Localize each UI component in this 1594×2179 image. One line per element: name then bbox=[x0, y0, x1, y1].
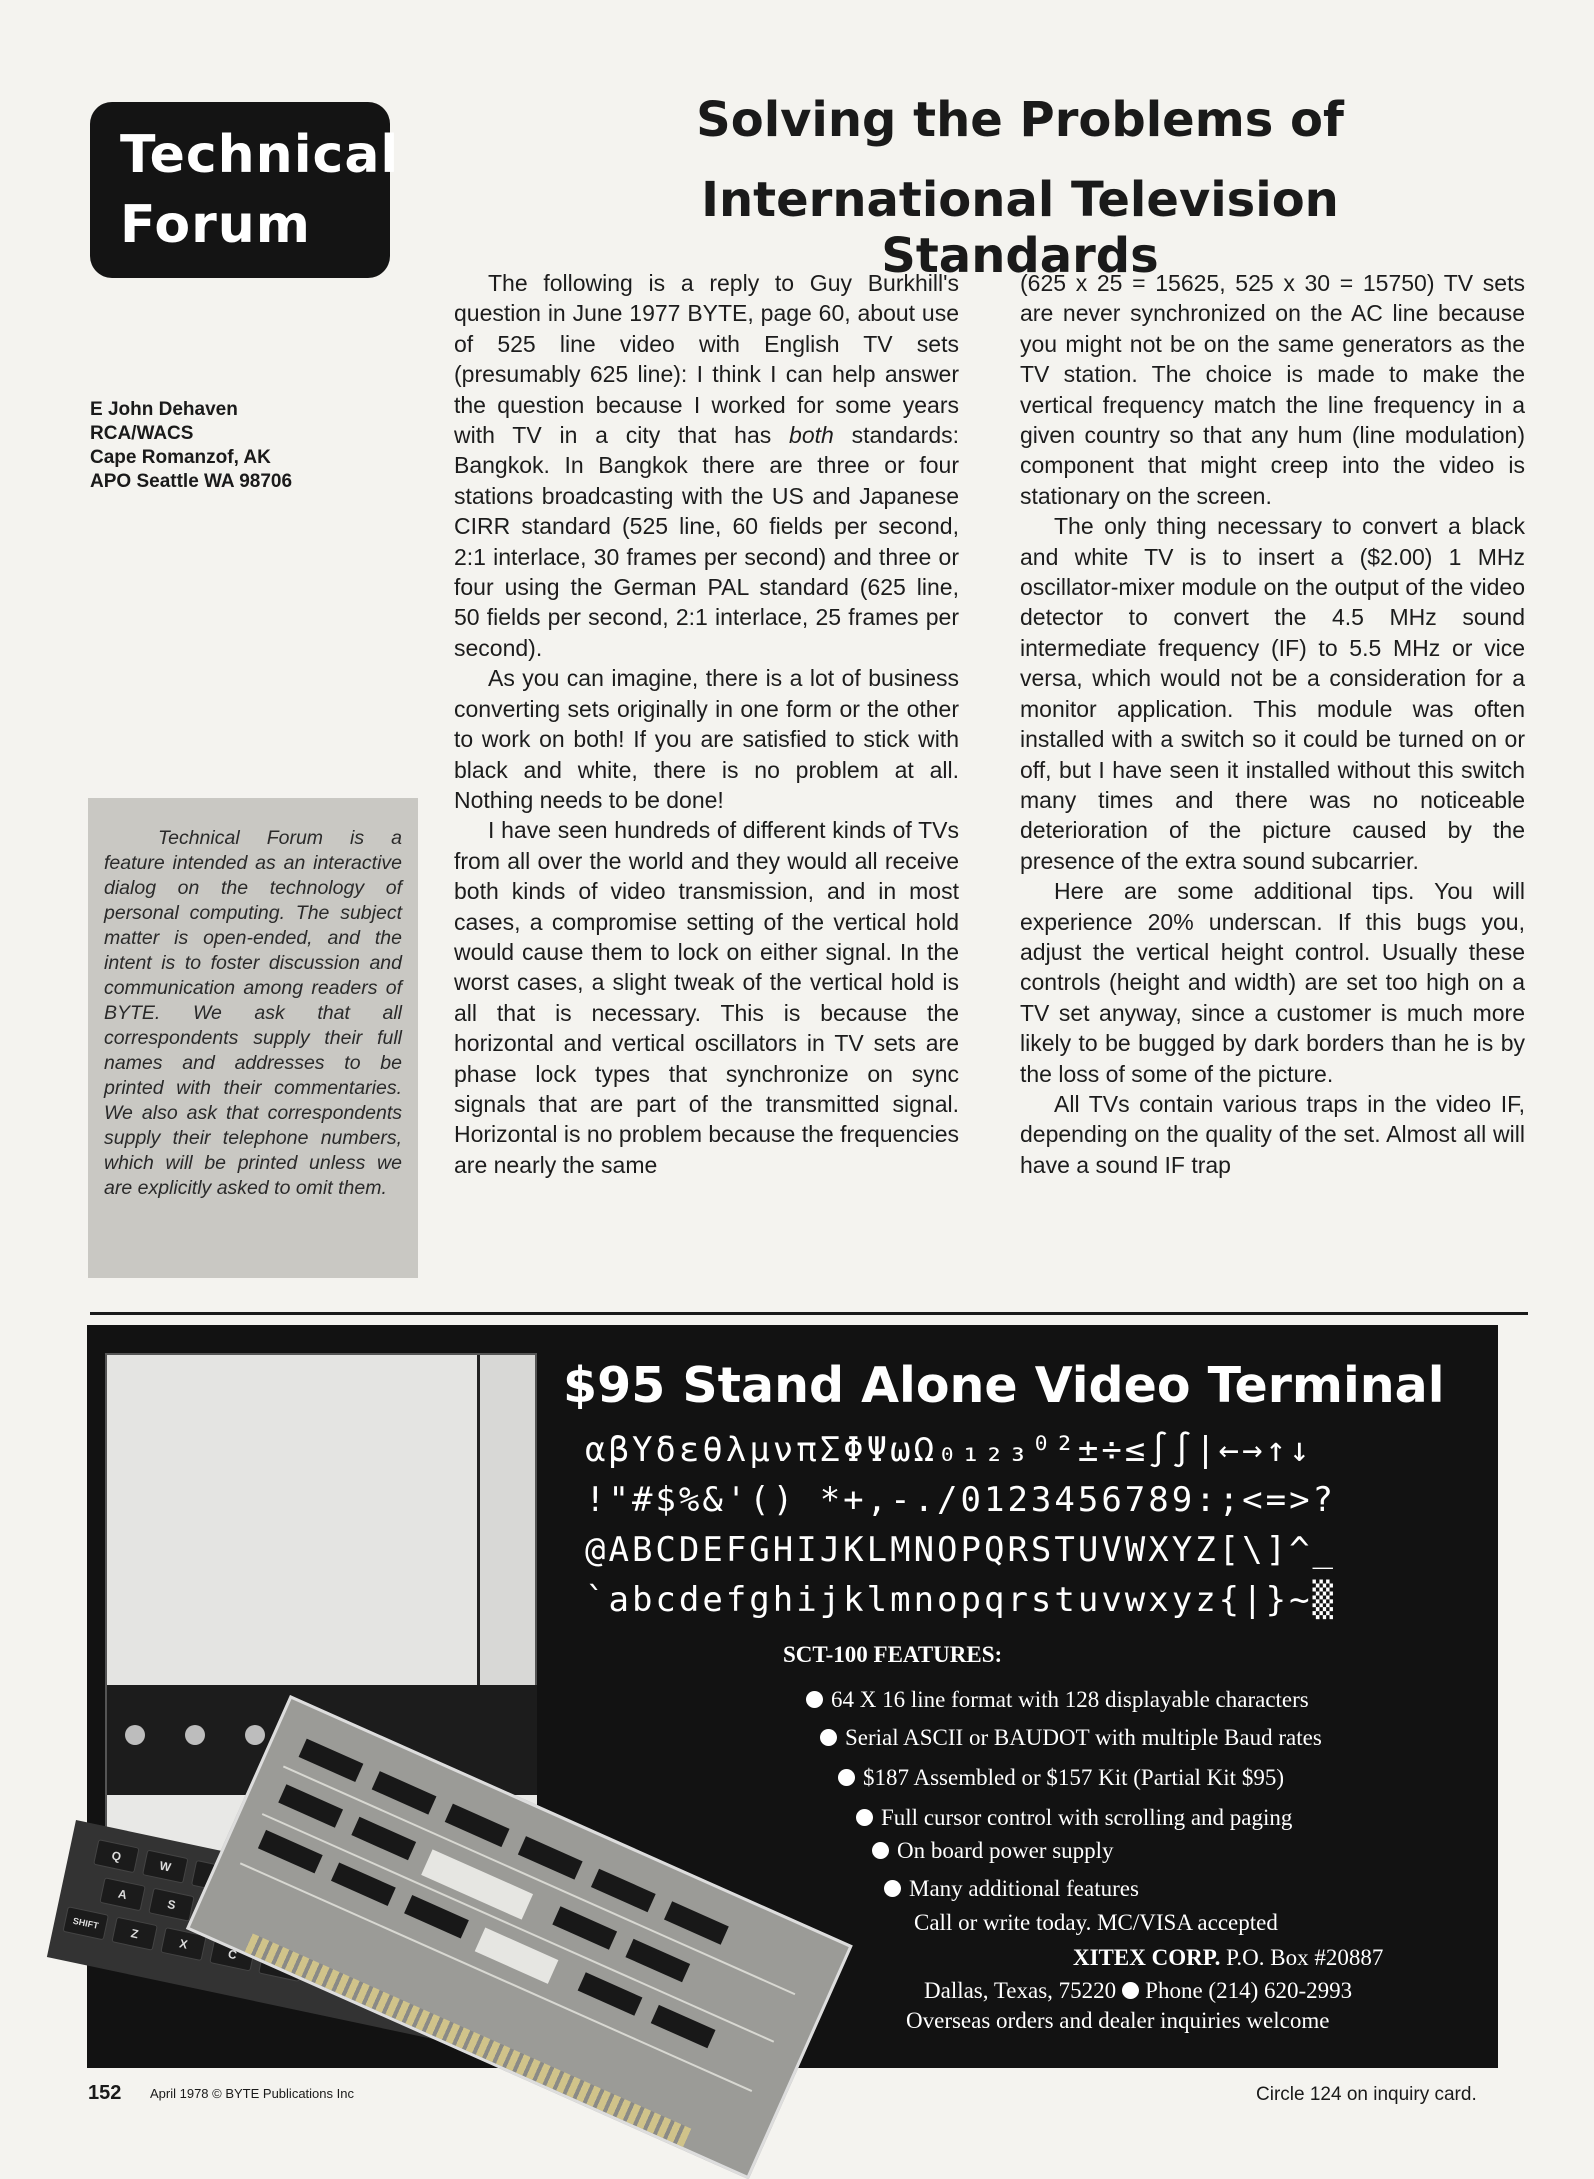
key: C bbox=[209, 1937, 255, 1971]
article-title-line-2: International Television Standards bbox=[701, 172, 1339, 284]
bullet-icon bbox=[856, 1809, 873, 1826]
ic-chip bbox=[552, 1906, 617, 1949]
charset-line-3: @ABCDEFGHIJKLMNOPQRSTUVWXYZ[\]^_ bbox=[585, 1530, 1337, 1570]
feature-text: 64 X 16 line format with 128 displayable characters bbox=[831, 1687, 1309, 1712]
ic-chip bbox=[625, 1939, 690, 1982]
feature-item bbox=[838, 1765, 1284, 1791]
monitor-knob bbox=[185, 1725, 205, 1745]
article-paragraph-6: All TVs contain various traps in the video IF, depending on the quality of the set. Almost all will have a sound IF trap bbox=[1020, 1090, 1525, 1178]
company-name: XITEX CORP. bbox=[1073, 1945, 1221, 1970]
technical-forum-sidebar: Technical Forum is a feature intended as an interactive dialog on the technology of personal computing. The subject matter is open-ended, and the intent is to foster discussion and communication among readers of BYTE. We ask that all correspondents supply their full names and addresses to be printed with their commentaries. We also ask that correspondents supply their telephone numbers, which will be printed unless we are explicitly asked to omit them. bbox=[88, 798, 418, 1278]
author-org: RCA/WACS bbox=[90, 423, 194, 444]
feature-item bbox=[884, 1876, 1139, 1902]
inquiry-card-note: Circle 124 on inquiry card. bbox=[1256, 2084, 1477, 2105]
po-box: P.O. Box #20887 bbox=[1226, 1945, 1384, 1970]
key: Z bbox=[111, 1917, 157, 1951]
article-column-2 bbox=[1020, 268, 1525, 1293]
feature-text: On board power supply bbox=[897, 1838, 1114, 1863]
logo-line-1: Technical bbox=[120, 125, 400, 185]
feature-text: Full cursor control with scrolling and paging bbox=[881, 1805, 1293, 1830]
city: Dallas, Texas, 75220 bbox=[924, 1978, 1117, 2003]
article-column-1 bbox=[454, 268, 959, 1293]
address-line bbox=[924, 1978, 1352, 2004]
feature-text: Serial ASCII or BAUDOT with multiple Baud rates bbox=[845, 1725, 1322, 1750]
feature-item bbox=[806, 1687, 1309, 1713]
ic-chip bbox=[278, 1784, 343, 1827]
technical-forum-logo bbox=[90, 102, 400, 278]
logo-line-2: Forum bbox=[120, 195, 311, 255]
author-place: Cape Romanzof, AK bbox=[90, 447, 271, 468]
ad-headline: $95 Stand Alone Video Terminal bbox=[563, 1357, 1445, 1414]
article-paragraph-3-continued: (625 x 25 = 15625, 525 x 30 = 15750) TV sets are never synchronized on the AC line because you might not be on the same generators as the TV station. The choice is made to make the vertical frequency match the line frequency in a given country so that any hum (line modulation) component that might creep into the video is stationary on the screen. bbox=[1020, 270, 1525, 509]
ic-chip bbox=[475, 1928, 559, 1984]
article-p1-emphasis: both bbox=[789, 422, 834, 449]
company-line bbox=[1073, 1945, 1383, 1971]
article-title-line-1: Solving the Problems of bbox=[696, 92, 1344, 148]
features-heading: SCT-100 FEATURES: bbox=[783, 1642, 1003, 1667]
page-number: 152 bbox=[88, 2082, 122, 2104]
key: Q bbox=[93, 1839, 139, 1873]
article-p1-start: The following is a reply to Guy Burkhill's question in June 1977 BYTE, page 60, about use of 525 line video with English TV sets (presumably 625 line): I think I can help answer the question because I worked for some years with TV in a city that has bbox=[454, 270, 959, 449]
charset-line-2: !"#$%&'() *+,-./0123456789:;<=>? bbox=[585, 1480, 1337, 1520]
author-name: E John Dehaven bbox=[90, 399, 238, 420]
charset-line-4: `abcdefghijklmnopqrstuvwxyz{|}~▒ bbox=[585, 1580, 1337, 1620]
key: X bbox=[160, 1927, 206, 1961]
key: SHIFT bbox=[62, 1906, 108, 1940]
charset-line-1: αβΥδεθλμνπΣΦΨωΩ₀₁₂₃⁰²±÷≤∫∫|←→↑↓ bbox=[585, 1430, 1313, 1470]
bullet-icon bbox=[884, 1880, 901, 1897]
feature-item bbox=[820, 1725, 1322, 1751]
article-paragraph-4: The only thing necessary to convert a black and white TV is to insert a ($2.00) 1 MHz oscillator-mixer module on the output of the video detector to convert the 4.5 MHz sound intermediate frequency (IF) to 5.5 MHz or vice versa, which would not be a consideration for a monitor application. This module was often installed with a switch so it could be turned on or off, but I have seen it installed without this switch many times and there was no noticeable deterioration of the picture caused by the presence of the extra sound subcarrier. bbox=[1020, 513, 1525, 874]
bullet-icon bbox=[820, 1729, 837, 1746]
article-paragraph-1 bbox=[454, 268, 959, 663]
feature-text: Many additional features bbox=[909, 1876, 1139, 1901]
call-to-action: Call or write today. MC/VISA accepted bbox=[914, 1910, 1278, 1935]
article-paragraph-2: As you can imagine, there is a lot of business converting sets originally in one form or the other to work on both! If you are satisfied to stick with black and white, there is no problem at all. Nothing needs to be done! bbox=[454, 665, 959, 813]
overseas-note: Overseas orders and dealer inquiries welcome bbox=[906, 2008, 1330, 2033]
bullet-icon bbox=[872, 1842, 889, 1859]
key: W bbox=[142, 1849, 188, 1883]
ic-chip bbox=[351, 1817, 416, 1860]
key: S bbox=[148, 1888, 194, 1922]
article-paragraph-3: I have seen hundreds of different kinds of TVs from all over the world and they would all receive both kinds of video transmission, and in most cases, a compromise setting of the vertical hold would cause them to lock on either signal. In the worst cases, a slight tweak of the vertical hold is all that is necessary. This is because the horizontal and vertical oscillators in TV sets are phase lock types that synchronize on sync signals that are part of the transmitted signal. Horizontal is no problem because the frequencies are nearly the same bbox=[454, 817, 959, 1178]
bullet-icon bbox=[1122, 1982, 1139, 1999]
feature-item bbox=[872, 1838, 1114, 1864]
phone: Phone (214) 620-2993 bbox=[1145, 1978, 1353, 2003]
monitor-knob bbox=[245, 1725, 265, 1745]
author-block bbox=[90, 398, 390, 494]
feature-text: $187 Assembled or $157 Kit (Partial Kit $95) bbox=[863, 1765, 1284, 1790]
article-p1-end: standards: Bangkok. In Bangkok there are three or four stations broadcasting with the US and Japanese CIRR standard (525 line, 60 fields per second, 2:1 interlace, 30 frames per second) and three or four using the German PAL standard (625 line, 50 fields per second, 2:1 interlace, 25 frames per second). bbox=[454, 422, 959, 661]
bullet-icon bbox=[806, 1691, 823, 1708]
article-paragraph-5: Here are some additional tips. You will experience 20% underscan. If this bugs you, adjust the vertical height control. Usually these controls (height and width) are set too high on a TV set anyway, since a customer is much more likely to be bugged by dark borders than he is by the loss of some of the picture. bbox=[1020, 878, 1525, 1087]
bullet-icon bbox=[838, 1769, 855, 1786]
section-divider bbox=[90, 1312, 1528, 1315]
author-address: APO Seattle WA 98706 bbox=[90, 471, 293, 492]
monitor-screen bbox=[107, 1355, 480, 1685]
feature-item bbox=[856, 1805, 1292, 1831]
key: A bbox=[99, 1877, 145, 1911]
monitor-knob bbox=[125, 1725, 145, 1745]
issue-date: April 1978 © BYTE Publications Inc bbox=[150, 2086, 354, 2101]
